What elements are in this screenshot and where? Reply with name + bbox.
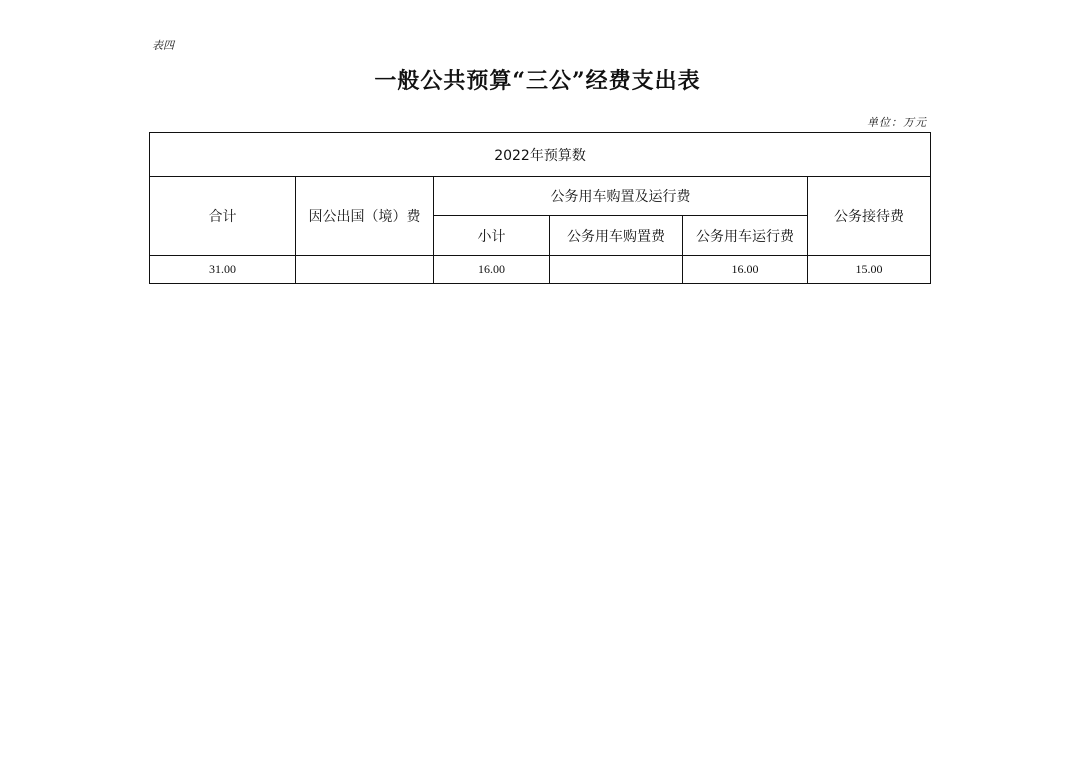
header-reception: 公务接待费 — [808, 177, 931, 256]
document-title: 一般公共预算“三公”经费支出表 — [374, 68, 701, 94]
table-row — [150, 256, 931, 284]
header-vehicle-purchase: 公务用车购置费 — [550, 216, 683, 256]
cell-reception: 15.00 — [808, 256, 931, 284]
header-total: 合计 — [150, 177, 296, 256]
budget-table — [149, 132, 931, 284]
table-number-label: 表四 — [152, 39, 174, 52]
header-vehicle-operation: 公务用车运行费 — [683, 216, 808, 256]
header-vehicle-group: 公务用车购置及运行费 — [434, 177, 808, 216]
unit-note: 单位：万元 — [867, 116, 927, 129]
header-overseas: 因公出国（境）费 — [296, 177, 434, 256]
cell-vehicle-subtotal: 16.00 — [434, 256, 550, 284]
cell-overseas — [296, 256, 434, 284]
header-vehicle-subtotal: 小计 — [434, 216, 550, 256]
year-header: 2022年预算数 — [150, 133, 931, 177]
cell-total: 31.00 — [150, 256, 296, 284]
cell-vehicle-purchase — [550, 256, 683, 284]
year-header-row — [150, 133, 931, 177]
column-header-row — [150, 177, 931, 216]
cell-vehicle-operation: 16.00 — [683, 256, 808, 284]
